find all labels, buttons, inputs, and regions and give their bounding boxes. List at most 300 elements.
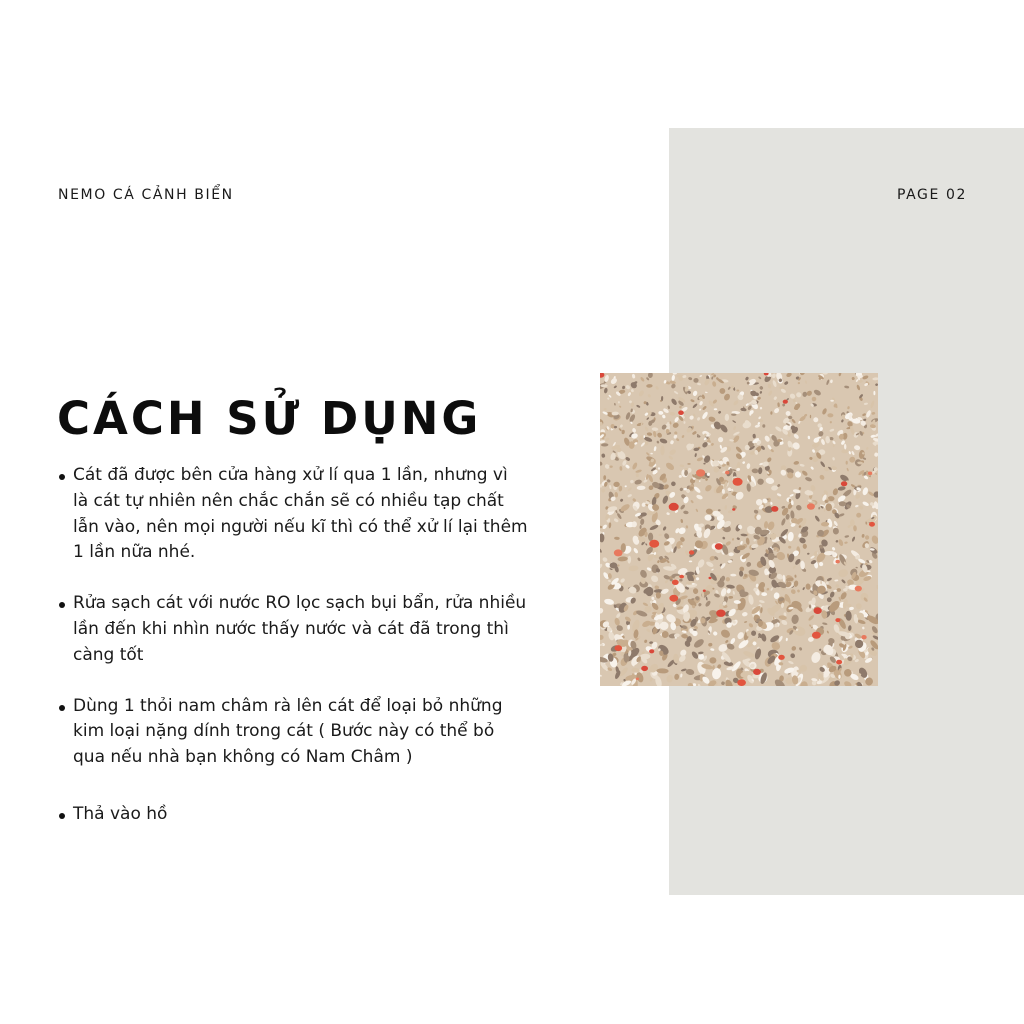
sand-grain: [872, 377, 878, 380]
sand-grain: [767, 383, 772, 388]
sand-grain: [620, 578, 626, 584]
sand-grain: [742, 461, 746, 465]
sand-grain: [810, 651, 822, 665]
sand-grain: [662, 483, 669, 490]
sand-grain: [724, 505, 727, 510]
sand-grain: [844, 535, 849, 538]
sand-grain: [625, 464, 630, 469]
sand-grain: [710, 442, 714, 446]
sand-grain: [759, 419, 764, 422]
sand-grain: [757, 478, 765, 486]
sand-red-grain: [835, 618, 840, 622]
sand-grain: [753, 509, 759, 515]
sand-grain: [637, 557, 641, 562]
sand-grain: [871, 412, 875, 415]
sand-grain: [802, 587, 805, 591]
sand-grain: [789, 393, 796, 400]
sand-red-grain: [716, 610, 725, 617]
sand-grain: [660, 588, 669, 595]
sand-grain: [766, 587, 770, 591]
sand-grain: [640, 518, 645, 525]
sand-grain: [805, 583, 810, 589]
sand-red-grain: [836, 560, 840, 564]
sand-grain: [748, 622, 754, 628]
sand-grain: [733, 426, 737, 431]
sand-grain: [690, 399, 695, 403]
sand-grain: [648, 373, 653, 378]
sand-grain: [788, 660, 794, 665]
sand-grain: [862, 487, 869, 496]
sand-grain: [777, 496, 781, 500]
sand-red-grain: [868, 472, 872, 476]
sand-grain: [633, 547, 639, 554]
sand-grain: [692, 431, 698, 436]
sand-grain: [674, 390, 679, 394]
sand-grain: [697, 684, 701, 686]
sand-grain: [617, 564, 620, 567]
sand-grain: [789, 494, 794, 498]
sand-red-grain: [725, 471, 729, 475]
sand-grain: [752, 468, 759, 473]
sand-grain: [740, 541, 743, 545]
sand-grain: [719, 628, 731, 639]
sand-grain: [832, 488, 839, 496]
sand-grain: [841, 450, 848, 454]
sand-grain: [864, 402, 869, 405]
sand-grain: [722, 536, 726, 540]
sand-grain: [740, 407, 747, 411]
sand-grain: [748, 594, 755, 605]
sand-grain: [855, 567, 858, 569]
sand-red-grain: [641, 666, 648, 671]
sand-grain: [701, 411, 709, 420]
sand-grain: [645, 587, 653, 596]
sand-grain: [704, 484, 713, 493]
sand-grain: [777, 493, 782, 497]
sand-grain: [784, 381, 789, 386]
sand-grain: [604, 388, 608, 394]
sand-grain: [699, 408, 702, 411]
sand-grain: [770, 411, 772, 415]
list-item: Thả vào hồ: [58, 802, 528, 828]
sand-grain: [832, 457, 835, 461]
sand-grain: [600, 634, 604, 640]
sand-red-grain: [649, 649, 654, 653]
sand-grain: [665, 461, 676, 471]
sand-grain: [742, 612, 748, 617]
sand-red-grain: [732, 508, 735, 511]
sand-grain: [685, 525, 688, 529]
sand-grain: [770, 641, 781, 651]
sand-grain: [600, 440, 606, 444]
sand-grain: [605, 437, 610, 441]
sand-grain: [608, 631, 615, 641]
sand-grain: [777, 402, 780, 407]
sand-grain: [850, 519, 855, 526]
sand-grain: [688, 377, 693, 381]
sand-grain: [759, 385, 764, 390]
sand-grain: [856, 512, 862, 518]
sand-grain: [608, 580, 611, 582]
sand-grain: [779, 386, 784, 389]
sand-red-grain: [636, 678, 639, 681]
sand-grain: [619, 405, 622, 408]
sand-grain: [632, 428, 637, 433]
sand-grain: [703, 463, 706, 465]
sand-grain: [725, 577, 730, 582]
sand-grain: [873, 391, 875, 395]
sand-grain: [615, 624, 623, 632]
sand-red-grain: [678, 410, 684, 415]
sand-grain: [818, 507, 820, 510]
sand-grain: [708, 643, 713, 647]
sand-grain: [732, 434, 741, 443]
sand-grain: [696, 494, 704, 500]
sand-grain: [602, 556, 608, 562]
sand-grain: [765, 477, 775, 485]
sand-grain: [853, 445, 860, 451]
sand-grain: [754, 424, 760, 428]
sand-grain: [601, 453, 606, 458]
sand-grain: [614, 492, 618, 498]
sand-grain: [672, 422, 679, 429]
sand-grain: [690, 500, 694, 504]
sand-grain: [702, 405, 707, 410]
sand-grain: [837, 568, 849, 578]
sand-grain: [791, 441, 801, 451]
sand-grain: [829, 591, 835, 598]
sand-grain: [827, 630, 830, 633]
sand-grain: [653, 554, 659, 558]
sand-grain: [817, 430, 824, 437]
sand-grain: [723, 393, 731, 402]
sand-grain: [666, 553, 671, 556]
sand-grain: [614, 537, 620, 541]
sand-grain: [855, 504, 859, 507]
sand-grain: [788, 546, 792, 549]
sand-grain: [703, 454, 712, 464]
sand-grain: [810, 466, 814, 470]
sand-red-grain: [696, 469, 705, 476]
sand-grain: [759, 391, 762, 394]
sand-grain: [799, 464, 804, 468]
sand-grain: [660, 630, 670, 640]
sand-grain: [683, 510, 689, 514]
sand-grain: [745, 537, 749, 545]
sand-red-grain: [669, 595, 678, 602]
sand-grain: [646, 417, 649, 420]
sand-grain: [790, 588, 797, 595]
sand-grain: [838, 373, 842, 377]
sand-grain: [809, 624, 812, 627]
sand-grain: [838, 539, 845, 547]
sand-grain: [704, 600, 711, 608]
sand-grain: [726, 588, 731, 594]
sand-grain: [711, 568, 714, 571]
sand-grain: [640, 376, 645, 382]
sand-grain: [698, 602, 702, 606]
sand-grain: [705, 560, 714, 568]
sand-grain: [737, 638, 750, 650]
sand-grain: [805, 380, 808, 384]
sand-grain: [736, 537, 740, 541]
sand-grain: [770, 502, 773, 505]
sand-grain: [764, 435, 771, 443]
sand-grain: [786, 638, 788, 642]
sand-grain: [826, 577, 832, 582]
sand-grain: [780, 619, 788, 626]
sand-grain: [845, 611, 852, 621]
sand-grain: [708, 416, 716, 423]
sand-grain: [669, 421, 671, 425]
sand-grain: [865, 410, 872, 419]
sand-grain: [646, 628, 651, 633]
sand-grain: [759, 407, 762, 410]
sand-grain: [745, 403, 749, 407]
sand-grain: [695, 508, 698, 512]
sand-grain: [621, 430, 625, 435]
sand-grain: [638, 390, 645, 398]
sand-grain: [822, 622, 828, 625]
sand-grain: [770, 579, 778, 589]
sand-grain: [603, 475, 606, 480]
sand-grain: [851, 536, 855, 542]
sand-grain: [806, 390, 813, 397]
sand-grain: [619, 466, 622, 471]
sand-grain: [600, 525, 603, 528]
sand-grain: [630, 479, 635, 484]
sand-grain: [797, 382, 800, 385]
sand-grain: [614, 617, 621, 626]
sand-grain: [789, 652, 795, 659]
sand-grain: [608, 394, 612, 398]
sand-grain: [635, 469, 642, 473]
sand-grain: [714, 408, 718, 410]
sand-red-grain: [814, 607, 822, 614]
sand-grain: [696, 577, 700, 581]
sand-grain: [698, 651, 704, 654]
sand-grain: [829, 428, 834, 432]
sand-grain: [619, 424, 623, 428]
sand-red-grain: [737, 679, 746, 686]
sand-grain: [660, 445, 665, 455]
sand-photo: [600, 373, 878, 686]
sand-grain: [670, 398, 678, 406]
sand-grain: [664, 579, 668, 583]
sand-grain: [693, 378, 698, 383]
sand-grain: [866, 447, 869, 450]
sand-grain: [844, 541, 848, 544]
sand-grain: [751, 630, 756, 635]
sand-red-grain: [855, 586, 862, 592]
sand-grain: [618, 428, 622, 432]
sand-grain: [709, 657, 716, 663]
sand-red-grain: [689, 550, 694, 554]
sand-grain: [703, 378, 710, 387]
sand-grain: [822, 373, 828, 375]
sand-grain: [759, 600, 765, 604]
sand-grain: [662, 414, 666, 419]
sand-grain: [791, 614, 800, 624]
sand-grain: [728, 510, 733, 514]
sand-grain: [813, 389, 822, 397]
sand-grain: [710, 648, 715, 651]
sand-grain: [604, 598, 615, 606]
sand-grain: [659, 438, 668, 445]
sand-grain: [668, 448, 676, 456]
sand-grain: [699, 375, 702, 377]
sand-grain: [627, 487, 632, 492]
sand-grain: [725, 639, 729, 643]
sand-grain: [843, 680, 852, 686]
sand-grain: [679, 487, 684, 492]
sand-grain: [752, 434, 756, 439]
sand-grain: [745, 561, 752, 568]
sand-grain: [791, 645, 797, 651]
sand-grain: [720, 587, 728, 597]
sand-grain: [812, 416, 819, 423]
sand-grain: [870, 400, 875, 408]
sand-grain: [680, 504, 686, 510]
sand-grain: [666, 512, 670, 516]
list-item: Rửa sạch cát với nước RO lọc sạch bụi bẩn, rửa nhiều lần đến khi nhìn nước thấy nước và cát đã trong thì càng tốt: [58, 591, 528, 668]
sand-red-grain: [703, 590, 706, 592]
sand-grain: [694, 453, 697, 457]
sand-red-grain: [861, 635, 866, 639]
sand-grain: [669, 412, 675, 417]
sand-grain: [728, 552, 734, 556]
sand-grain: [614, 403, 616, 406]
sand-grain: [795, 504, 803, 511]
sand-grain: [814, 515, 820, 522]
sand-grain: [711, 376, 714, 380]
sand-grain: [718, 509, 721, 511]
sand-grain: [733, 399, 740, 406]
sand-grain: [636, 473, 639, 477]
sand-grain: [875, 383, 878, 386]
sand-grain: [851, 451, 855, 456]
sand-grain: [673, 373, 677, 375]
sand-grain: [601, 443, 609, 446]
sand-grain: [865, 535, 869, 540]
sand-grain: [732, 469, 736, 472]
sand-grain: [851, 377, 855, 381]
sand-grain: [678, 475, 682, 478]
sand-grain: [862, 413, 866, 417]
sand-grain: [780, 469, 788, 477]
sand-grain: [650, 574, 660, 583]
sand-grain: [637, 485, 646, 490]
sand-grain: [657, 467, 660, 470]
sand-grain: [837, 486, 846, 491]
sand-red-grain: [771, 506, 778, 512]
sand-grain: [679, 579, 683, 582]
sand-red-grain: [715, 543, 723, 549]
sand-grain: [872, 635, 878, 641]
sand-grain: [780, 518, 786, 526]
sand-grain: [609, 485, 612, 490]
page-title: CÁCH SỬ DỤNG: [57, 392, 482, 445]
sand-red-grain: [615, 645, 623, 651]
sand-grain: [692, 390, 698, 397]
sand-grain: [646, 384, 653, 388]
sand-grain: [718, 410, 722, 414]
sand-grain: [668, 455, 674, 460]
sand-grain: [836, 588, 841, 592]
sand-grain: [730, 574, 736, 577]
sand-red-grain: [841, 481, 847, 486]
sand-grain: [600, 563, 603, 569]
sand-red-grain: [679, 575, 684, 579]
sand-red-grain: [807, 503, 815, 509]
sand-grain: [616, 512, 622, 519]
sand-grain: [758, 467, 763, 474]
sand-grain: [844, 385, 849, 389]
sand-grain: [618, 486, 622, 492]
sand-grain: [649, 524, 659, 531]
sand-grain: [846, 461, 848, 465]
sand-grain: [762, 424, 765, 428]
sand-grain: [697, 417, 701, 421]
sand-red-grain: [614, 549, 623, 556]
sand-texture: [600, 373, 878, 686]
brand-name: NEMO CÁ CẢNH BIỂN: [58, 187, 234, 203]
sand-grain: [644, 639, 648, 643]
sand-grain: [740, 533, 747, 536]
sand-grain: [775, 550, 787, 561]
sand-grain: [849, 607, 854, 611]
sand-grain: [627, 625, 630, 630]
sand-grain: [767, 390, 772, 397]
sand-grain: [713, 420, 723, 430]
sand-grain: [667, 405, 670, 409]
sand-grain: [692, 403, 698, 409]
sand-grain: [819, 474, 826, 481]
sand-grain: [622, 385, 626, 389]
sand-grain: [732, 591, 735, 595]
sand-grain: [656, 440, 659, 444]
sand-grain: [646, 452, 650, 456]
sand-grain: [609, 465, 613, 468]
sand-grain: [833, 589, 837, 592]
sand-grain: [628, 565, 639, 572]
sand-grain: [651, 596, 654, 600]
usage-steps-list: [58, 463, 528, 828]
sand-red-grain: [753, 669, 761, 675]
sand-grain: [794, 575, 796, 578]
sand-grain: [829, 421, 832, 424]
sand-grain: [618, 401, 620, 403]
sand-grain: [787, 532, 794, 542]
sand-grain: [693, 637, 706, 649]
sand-grain: [636, 404, 641, 408]
sand-grain: [746, 463, 750, 469]
sand-grain: [705, 391, 708, 393]
sand-grain: [847, 406, 850, 410]
sand-grain: [644, 426, 649, 432]
sand-grain: [793, 461, 799, 466]
sand-grain: [798, 487, 801, 491]
sand-grain: [802, 544, 807, 550]
sand-grain: [647, 432, 653, 436]
sand-grain: [810, 415, 811, 419]
sand-grain: [732, 538, 735, 541]
sand-grain: [774, 425, 782, 432]
sand-grain: [653, 431, 657, 438]
sand-grain: [697, 383, 701, 386]
sand-grain: [747, 405, 752, 411]
sand-grain: [671, 375, 675, 381]
